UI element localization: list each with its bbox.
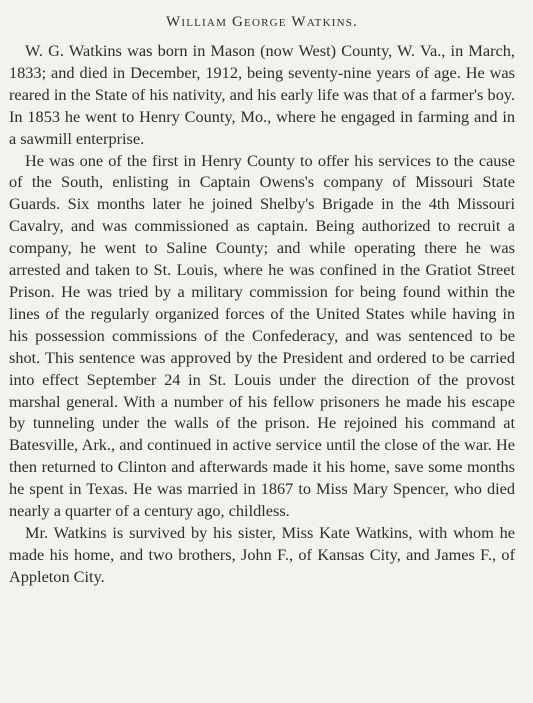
- paragraph-military-service: He was one of the first in Henry County to offer his services to the cause of the South, enlisting in Captain Owens's company of Missouri State Guards. Six months later he joined Shelby's Brigade in the 4th Missouri Cavalry, and was commissioned as captain. Being authorized to recruit a company, he went to Saline County; and while operating there he was arrested and taken to St. Louis, where he was confined in the Gratiot Street Prison. He was tried by a military commission for being found within the lines of the regularly organized forces of the United States while having in his possession commissions of the Confederacy, and was sentenced to be shot. This sentence was approved by the President and ordered to be carried into effect September 24 in St. Louis under the direction of the provost marshal general. With a number of his fellow prisoners he made his escape by tunneling under the walls of the prison. He rejoined his command at Batesville, Ark., and continued in active service until the close of the war. He then returned to Clinton and afterwards made it his home, save some months he spent in Texas. He was married in 1867 to Miss Mary Spencer, who died nearly a quarter of a century ago, childless.: [9, 150, 515, 521]
- paragraph-survivors: Mr. Watkins is survived by his sister, Miss Kate Watkins, with whom he made his home, and two brothers, John F., of Kansas City, and James F., of Appleton City.: [9, 522, 515, 586]
- page-title: William George Watkins.: [166, 14, 358, 30]
- paragraph-birth-early-life: W. G. Watkins was born in Mason (now West) County, W. Va., in March, 1833; and died in December, 1912, being seventy-nine years of age. He was reared in the State of his nativity, and his early life was that of a farmer's boy. In 1853 he went to Henry County, Mo., where he engaged in farming and in a sawmill enterprise.: [9, 41, 515, 148]
